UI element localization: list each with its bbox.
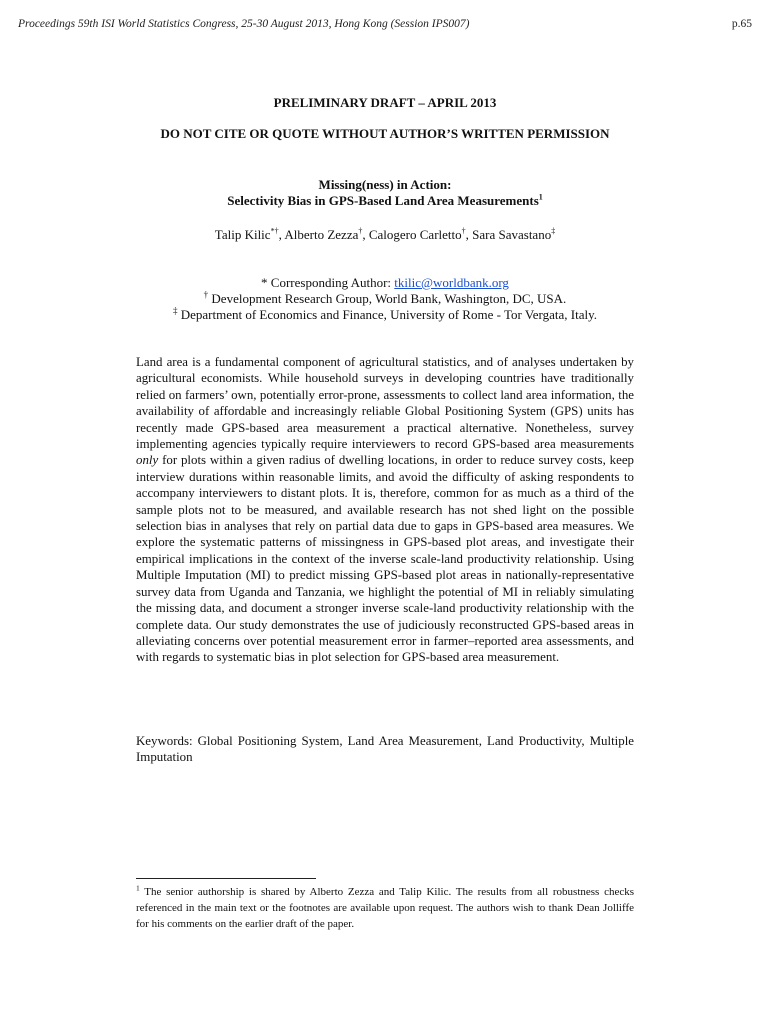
keywords: Keywords: Global Positioning System, Land Area Measurement, Land Productivity, Multiple Imputation bbox=[136, 734, 634, 765]
running-header: Proceedings 59th ISI World Statistics Congress, 25-30 August 2013, Hong Kong (Session IPS007) bbox=[18, 18, 470, 30]
author-zezza-marks: † bbox=[358, 226, 363, 236]
footnote-divider bbox=[136, 878, 316, 879]
footnote-mark: 1 bbox=[136, 883, 140, 893]
paper-title-text: Selectivity Bias in GPS-Based Land Area Measurements bbox=[227, 193, 539, 208]
page-number: p.65 bbox=[731, 18, 752, 30]
draft-notice: PRELIMINARY DRAFT – APRIL 2013 bbox=[273, 95, 497, 110]
paper-title-line1: Missing(ness) in Action: bbox=[318, 177, 452, 192]
title-footnote-mark: 1 bbox=[538, 192, 543, 202]
corresponding-label: * Corresponding Author: bbox=[261, 275, 395, 290]
author-carletto-marks: † bbox=[461, 226, 466, 236]
affiliation-world-bank-text: Development Research Group, World Bank, Washington, DC, USA. bbox=[211, 291, 567, 306]
email-link[interactable]: tkilic@worldbank.org bbox=[394, 275, 509, 290]
author-list: Talip Kilic*†, Alberto Zezza†, Calogero Carletto†, Sara Savastano‡ bbox=[214, 226, 556, 242]
abstract-text-end: for plots within a given radius of dwelling locations, in order to reduce survey costs, keep interview durations within reasonable limits, and avoid the difficulty of asking respondents to accompany interviewers to distant plots. It is, therefore, common for as much as a third of the sample plots not to be measured, and available research has not shed light on the possible selection bias in analyses that rely on partial data due to gaps in GPS-based area measures. We explore the systematic patterns of missingness in GPS-based plot areas, and investigate their empirical implications in the context of the inverse scale-land productivity relationship. Using Multiple Imputation (MI) to predict missing GPS-based plot areas in nationally-representative survey data from Uganda and Tanzania, we highlight the potential of MI in reliably simulating the missing data, and document a stronger inverse scale-land productivity relationship with the complete data. Our study demonstrates the use of judiciously reconstructed GPS-based areas in alleviating concerns over potential measurement error in farmer–reported area assessments, and with regards to systematic bias in plot selection for GPS-based area measurement. bbox=[136, 453, 634, 665]
affiliation-rome-text: Department of Economics and Finance, University of Rome - Tor Vergata, Italy. bbox=[180, 307, 598, 322]
author-savastano: Sara Savastano bbox=[472, 227, 552, 242]
footnote bbox=[136, 884, 634, 932]
author-kilic: Talip Kilic bbox=[214, 227, 271, 242]
author-savastano-marks: ‡ bbox=[551, 226, 556, 236]
double-dagger-mark: ‡ bbox=[172, 305, 178, 316]
permission-notice: DO NOT CITE OR QUOTE WITHOUT AUTHOR’S WRITTEN PERMISSION bbox=[160, 126, 610, 141]
author-zezza: Alberto Zezza bbox=[284, 227, 359, 242]
footnote-text: The senior authorship is shared by Alberto Zezza and Talip Kilic. The results from all robustness checks referenced in the main text or the footnotes are available upon request. The authors wish to thank Dean Jolliffe for his comments on the earlier draft of the paper. bbox=[136, 886, 634, 930]
affiliation-rome bbox=[0, 307, 770, 323]
author-kilic-marks: *† bbox=[270, 226, 279, 236]
dagger-mark: † bbox=[203, 289, 209, 300]
corresponding-author bbox=[0, 275, 770, 291]
affiliation-world-bank bbox=[0, 291, 770, 307]
abstract-italic-word: only bbox=[136, 453, 159, 468]
abstract-text-start: Land area is a fundamental component of agricultural statistics, and of analyses undertaken by agricultural economists. While household surveys in developing countries have traditionally relied on farmers’ own, potentially error-prone, assessments to collect land area information, the availability of affordable and increasingly reliable Global Positioning System (GPS) units has recently made GPS-based area measurement a practical alternative. Nonetheless, survey implementing agencies typically require interviewers to record GPS-based area measurements bbox=[136, 355, 634, 452]
abstract-paragraph bbox=[136, 354, 634, 666]
paper-title-line2 bbox=[0, 193, 770, 209]
author-carletto: Calogero Carletto bbox=[368, 227, 462, 242]
